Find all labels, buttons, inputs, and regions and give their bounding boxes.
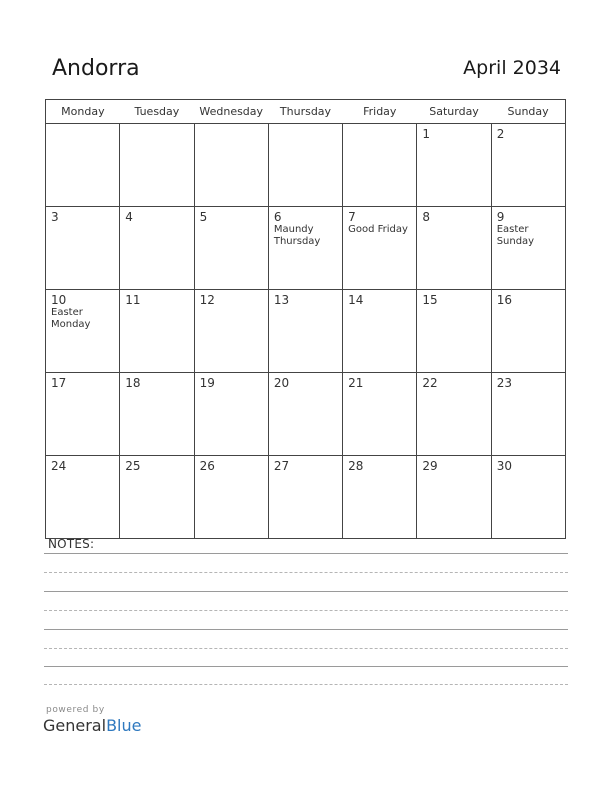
day-number: 19 <box>199 376 215 390</box>
day-cell <box>491 456 565 539</box>
day-cell <box>46 373 120 456</box>
day-cell <box>120 373 194 456</box>
day-number: 2 <box>496 127 505 141</box>
notes-line <box>44 629 568 630</box>
day-number: 21 <box>348 376 364 390</box>
day-cell <box>46 207 120 290</box>
day-cell <box>194 124 268 207</box>
day-cell <box>120 124 194 207</box>
day-cell <box>343 124 417 207</box>
day-cell <box>268 290 342 373</box>
day-number: 20 <box>273 376 290 390</box>
logo-blue-text: Blue <box>106 716 142 735</box>
day-number: 28 <box>348 459 364 473</box>
notes-line <box>44 648 568 649</box>
weekday-header: Friday <box>343 100 417 124</box>
day-cell <box>417 124 491 207</box>
day-cell <box>417 207 491 290</box>
day-number: 10 <box>51 293 67 307</box>
calendar-week-row <box>46 456 566 539</box>
day-number: 9 <box>496 210 505 224</box>
weekday-header-row <box>46 100 566 124</box>
day-number: 29 <box>422 459 438 473</box>
notes-line <box>44 572 568 573</box>
notes-line <box>44 591 568 592</box>
day-cell <box>46 456 120 539</box>
day-number: 22 <box>422 376 438 390</box>
weekday-header: Sunday <box>491 100 565 124</box>
holiday-label: Good Friday <box>348 224 408 235</box>
calendar-week-row <box>46 373 566 456</box>
weekday-header: Monday <box>46 100 120 124</box>
day-number: 13 <box>273 293 290 307</box>
day-cell <box>491 373 565 456</box>
weekday-header: Tuesday <box>120 100 194 124</box>
day-number: 7 <box>348 210 356 224</box>
calendar-month-title: April 2034 <box>463 57 561 79</box>
day-number: 27 <box>273 459 290 473</box>
day-number: 24 <box>51 459 67 473</box>
day-number: 1 <box>422 127 431 141</box>
generalblue-logo <box>43 716 141 735</box>
calendar-body <box>46 124 566 539</box>
notes-label: NOTES: <box>48 537 95 551</box>
day-number: 4 <box>125 210 133 224</box>
day-cell <box>46 124 120 207</box>
day-cell <box>343 207 417 290</box>
day-cell <box>194 290 268 373</box>
day-cell <box>417 456 491 539</box>
day-cell <box>343 373 417 456</box>
powered-by-text: powered by <box>46 705 105 715</box>
day-cell <box>417 290 491 373</box>
notes-line <box>44 684 568 685</box>
day-number: 12 <box>199 293 215 307</box>
day-cell <box>268 373 342 456</box>
day-number: 30 <box>496 459 512 473</box>
day-number: 23 <box>496 376 512 390</box>
day-cell <box>343 456 417 539</box>
day-cell <box>491 290 565 373</box>
calendar-grid <box>45 99 566 539</box>
day-cell <box>120 290 194 373</box>
day-number: 14 <box>348 293 364 307</box>
day-cell <box>417 373 491 456</box>
logo-general-text: General <box>43 716 107 735</box>
day-cell <box>120 207 194 290</box>
day-cell <box>491 124 565 207</box>
weekday-header: Wednesday <box>194 100 268 124</box>
day-number: 25 <box>125 459 141 473</box>
day-number: 17 <box>51 376 67 390</box>
day-number: 11 <box>125 293 141 307</box>
day-number: 3 <box>51 210 59 224</box>
day-cell <box>194 207 268 290</box>
day-cell <box>120 456 194 539</box>
notes-line <box>44 610 568 611</box>
notes-line <box>44 666 568 667</box>
day-number: 8 <box>422 210 431 224</box>
holiday-label: Maundy Thursday <box>273 224 321 247</box>
day-cell <box>46 290 120 373</box>
day-number: 5 <box>199 210 208 224</box>
weekday-header: Saturday <box>417 100 491 124</box>
calendar-country-title: Andorra <box>52 56 140 81</box>
calendar-week-row <box>46 124 566 207</box>
day-number: 6 <box>273 210 282 224</box>
calendar-week-row <box>46 290 566 373</box>
day-cell <box>268 207 342 290</box>
holiday-label: Easter Sunday <box>496 224 535 247</box>
day-number: 26 <box>199 459 215 473</box>
day-cell <box>194 456 268 539</box>
day-cell <box>343 290 417 373</box>
day-cell <box>268 124 342 207</box>
notes-line <box>44 553 568 554</box>
weekday-header: Thursday <box>268 100 342 124</box>
calendar-week-row <box>46 207 566 290</box>
day-number: 18 <box>125 376 141 390</box>
day-number: 16 <box>496 293 512 307</box>
day-cell <box>268 456 342 539</box>
day-number: 15 <box>422 293 438 307</box>
day-cell <box>491 207 565 290</box>
day-cell <box>194 373 268 456</box>
holiday-label: Easter Monday <box>51 307 91 330</box>
